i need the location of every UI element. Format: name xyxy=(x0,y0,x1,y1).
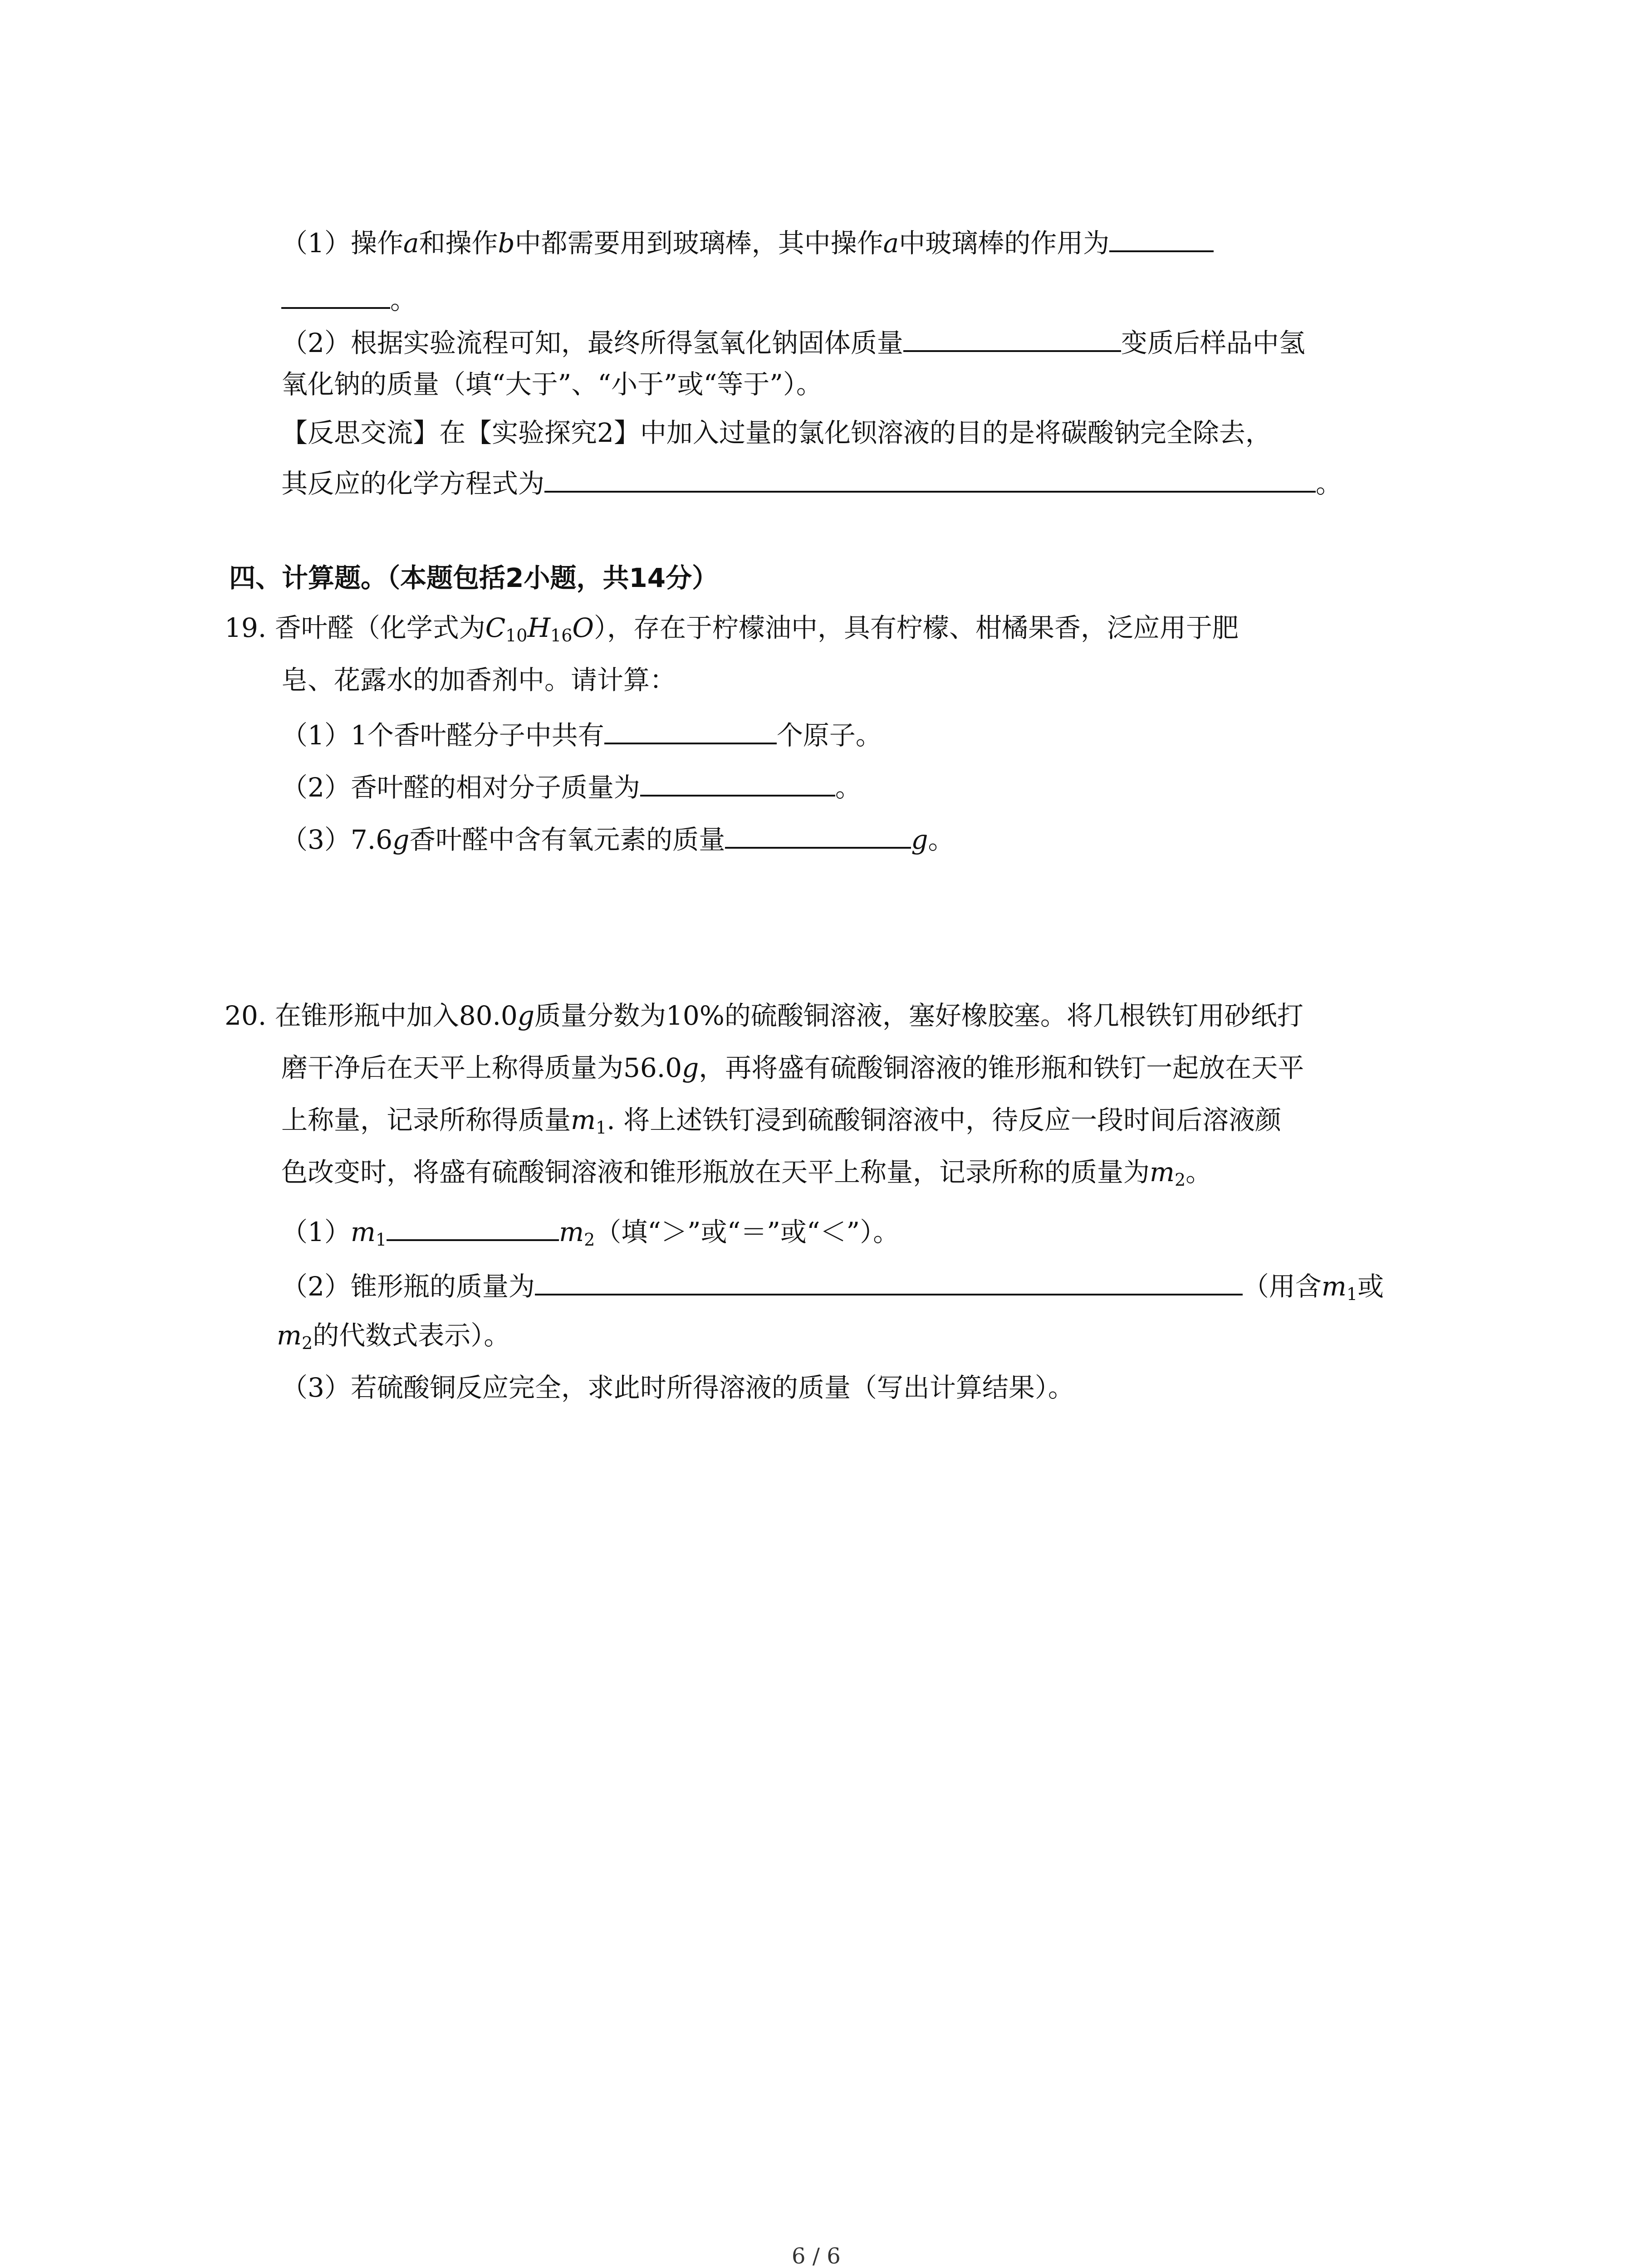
q19-sub1 xyxy=(281,719,882,751)
q-prev-sub1-line2 xyxy=(281,284,416,313)
answer-blank-19-2[interactable] xyxy=(640,771,835,797)
q20-line1 xyxy=(225,1002,1303,1029)
var-m1-b: m xyxy=(350,1217,376,1247)
page-number: 6 / 6 xyxy=(792,2244,841,2268)
answer-blank-19-1[interactable] xyxy=(604,719,777,744)
var-m2-c-sub: 2 xyxy=(302,1333,313,1353)
end-mark: 。 xyxy=(390,284,417,315)
q19-sub3-before: （3）7.6 xyxy=(281,824,393,855)
q19-sub1-after: 个原子。 xyxy=(776,720,882,751)
q20-l1-b: 质量分数为10%的硫酸铜溶液，塞好橡胶塞。将几根铁钉用砂纸打 xyxy=(534,1000,1303,1031)
answer-blank-prev-1a[interactable] xyxy=(1109,227,1214,252)
q19-sub1-before: （1）1个香叶醛分子中共有 xyxy=(281,720,604,751)
q20-s2-c: 或 xyxy=(1357,1271,1384,1302)
q20-number: 20. xyxy=(225,1000,267,1031)
q19-sub2-before: （2）香叶醛的相对分子质量为 xyxy=(281,772,640,803)
answer-blank-20-1[interactable] xyxy=(387,1216,559,1241)
var-m1-c: m xyxy=(1321,1271,1347,1302)
formula-o: O xyxy=(572,612,594,643)
q20-sub1 xyxy=(281,1216,900,1250)
q19-line1-before: 香叶醛（化学式为 xyxy=(274,612,485,643)
q-prev-sub1-and: 和操作 xyxy=(419,228,498,259)
reflect-line2 xyxy=(281,467,1342,497)
q19-sub2-after: 。 xyxy=(835,772,862,803)
var-b: b xyxy=(498,228,515,259)
q19-number: 19. xyxy=(225,612,267,643)
q-prev-sub2-after: 变质后样品中氢 xyxy=(1121,327,1305,358)
var-m1-b-sub: 1 xyxy=(375,1230,387,1250)
q20-l4-a: 色改变时，将盛有硫酸铜溶液和锥形瓶放在天平上称量，记录所称的质量为 xyxy=(281,1157,1150,1188)
q20-sub2-line2 xyxy=(277,1320,510,1353)
q20-s2-b: （用含 xyxy=(1242,1271,1322,1302)
q20-sub2-line1 xyxy=(281,1270,1384,1304)
unit-g-3: g xyxy=(517,1000,534,1031)
var-m1-c-sub: 1 xyxy=(1346,1284,1358,1304)
q19-sub3-mid: 香叶醛中含有氧元素的质量 xyxy=(409,824,725,855)
formula-h: H xyxy=(527,612,551,643)
var-m2-b-sub: 2 xyxy=(584,1230,595,1250)
q19-line1 xyxy=(225,612,1239,645)
var-m2-sub: 2 xyxy=(1175,1170,1186,1190)
q20-s2-a: （2）锥形瓶的质量为 xyxy=(281,1271,535,1302)
reflect-line2-text: 其反应的化学方程式为 xyxy=(281,468,545,499)
q19-sub3 xyxy=(281,823,954,853)
q20-sub3: （3）若硫酸铜反应完全，求此时所得溶液的质量（写出计算结果）。 xyxy=(281,1372,1074,1403)
var-m2: m xyxy=(1150,1157,1175,1188)
var-a-2: a xyxy=(883,228,899,259)
q19-sub2 xyxy=(281,771,862,801)
q20-line2 xyxy=(281,1052,1304,1083)
formula-c: C xyxy=(485,612,506,643)
answer-blank-20-2[interactable] xyxy=(535,1270,1243,1295)
q-prev-sub2-line1 xyxy=(281,327,1305,356)
q20-s2-line2: 的代数式表示）。 xyxy=(313,1320,510,1351)
answer-blank-prev-2[interactable] xyxy=(903,327,1121,352)
q-prev-sub1-prefix: （1）操作 xyxy=(281,228,403,259)
q20-l2-a: 磨干净后在天平上称得质量为56.0 xyxy=(281,1052,682,1083)
q20-line4 xyxy=(281,1157,1212,1190)
unit-g-2: g xyxy=(911,824,928,855)
q20-l1-a: 在锥形瓶中加入80.0 xyxy=(274,1000,518,1031)
answer-blank-19-3[interactable] xyxy=(725,823,911,849)
q20-s1-b: （填“＞”或“＝”或“＜”）。 xyxy=(595,1217,900,1247)
q-prev-sub1-mid: 中都需要用到玻璃棒，其中操作 xyxy=(514,228,883,259)
var-m1-sub: 1 xyxy=(596,1118,607,1138)
formula-h-sub: 16 xyxy=(550,626,573,645)
unit-g-4: g xyxy=(682,1052,699,1083)
reflect-line1: 【反思交流】在【实验探究2】中加入过量的氯化钡溶液的目的是将碳酸钠完全除去， xyxy=(281,417,1272,448)
formula-c-sub: 10 xyxy=(505,626,528,645)
q20-line3 xyxy=(281,1105,1282,1138)
var-m2-b: m xyxy=(559,1217,584,1247)
q20-l3-b: . 将上述铁钉浸到硫酸铜溶液中，待反应一段时间后溶液颜 xyxy=(607,1105,1282,1135)
q20-l2-b: ，再将盛有硫酸铜溶液的锥形瓶和铁钉一起放在天平 xyxy=(699,1052,1304,1083)
reflect-end-mark: 。 xyxy=(1316,468,1342,499)
var-m2-c: m xyxy=(277,1320,302,1351)
q-prev-sub2-line2: 氧化钠的质量（填“大于”、“小于”或“等于”）。 xyxy=(281,369,823,400)
q20-s1-a: （1） xyxy=(281,1217,351,1247)
section-heading: 四、计算题。（本题包括2小题，共14分） xyxy=(229,562,719,593)
q20-l4-b: 。 xyxy=(1185,1157,1212,1188)
q19-line1-after: ），存在于柠檬油中，具有柠檬、柑橘果香，泛应用于肥 xyxy=(593,612,1239,643)
q-prev-sub2-text: （2）根据实验流程可知，最终所得氢氧化钠固体质量 xyxy=(281,327,903,358)
q20-l3-a: 上称量，记录所称得质量 xyxy=(281,1105,571,1135)
answer-blank-prev-1b[interactable] xyxy=(281,284,390,309)
var-a: a xyxy=(403,228,419,259)
q-prev-sub1-suffix: 中玻璃棒的作用为 xyxy=(899,228,1110,259)
q19-sub3-after: 。 xyxy=(928,824,955,855)
answer-blank-equation[interactable] xyxy=(544,467,1316,493)
q-prev-sub1-line1 xyxy=(281,227,1214,259)
var-m1: m xyxy=(571,1105,596,1135)
q19-line2: 皂、花露水的加香剂中。请计算： xyxy=(281,665,676,695)
unit-g: g xyxy=(392,824,410,855)
